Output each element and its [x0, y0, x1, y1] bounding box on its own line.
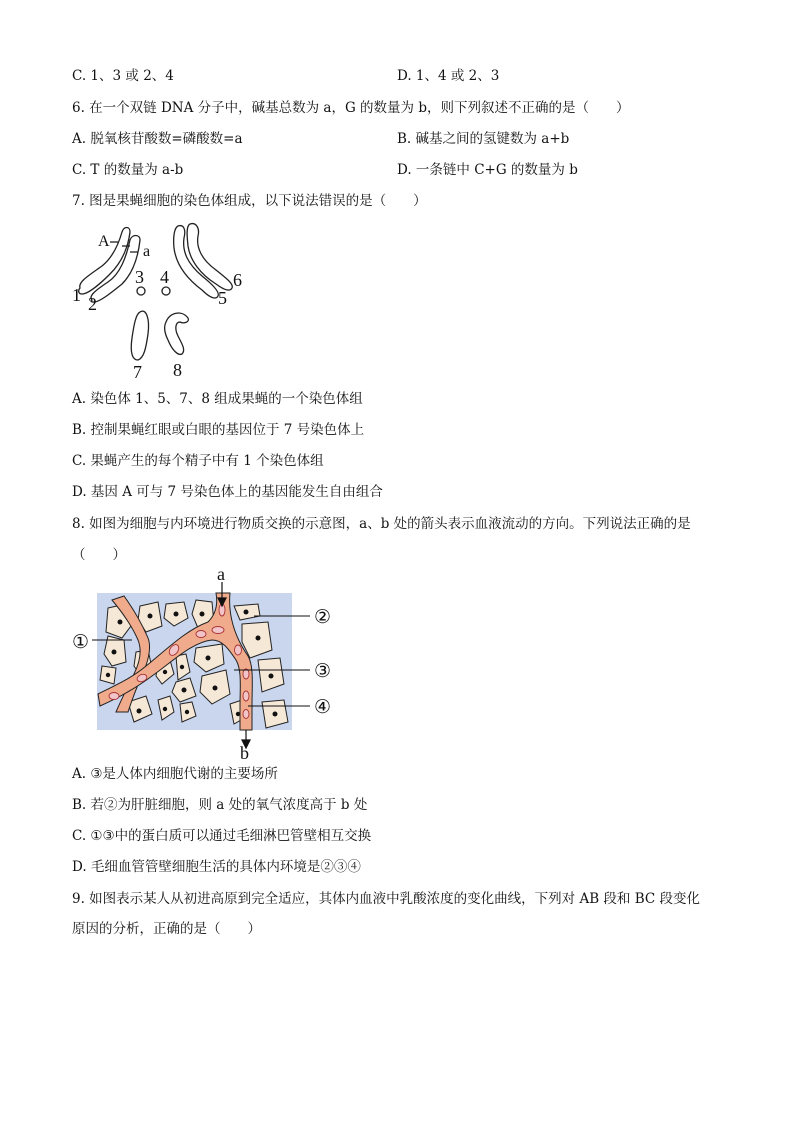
label-chromosome-3: 3 [135, 267, 144, 287]
q6-option-a: A. 脱氧核苷酸数=磷酸数=a [72, 131, 243, 147]
q6-option-d: D. 一条链中 C+G 的数量为 b [397, 162, 578, 178]
label-chromosome-6: 6 [233, 270, 242, 290]
q7-option-d: D. 基因 A 可与 7 号染色体上的基因能发生自由组合 [72, 484, 383, 500]
chromosome-3 [137, 287, 145, 295]
q7-option-a: A. 染色体 1、5、7、8 组成果蝇的一个染色体组 [72, 391, 363, 407]
chromosome-7 [131, 311, 148, 360]
q7-option-c: C. 果蝇产生的每个精子中有 1 个染色体组 [72, 453, 324, 469]
q7-option-b: B. 控制果蝇红眼或白眼的基因位于 7 号染色体上 [72, 422, 365, 438]
chromosome-figure [66, 218, 256, 380]
q8-option-b: B. 若②为肝脏细胞，则 a 处的氧气浓度高于 b 处 [72, 797, 368, 813]
label-structure-2: ② [314, 607, 332, 628]
label-structure-3: ③ [314, 661, 332, 682]
q5-option-d: D. 1、4 或 2、3 [397, 68, 500, 84]
tissue-exchange-figure [62, 566, 352, 762]
label-chromosome-1: 1 [72, 285, 81, 305]
q6-stem: 6. 在一个双链 DNA 分子中，碱基总数为 a，G 的数量为 b，则下列叙述不正确的是（ ） [72, 100, 630, 116]
q8-option-d: D. 毛细血管管壁细胞生活的具体内环境是②③④ [72, 859, 361, 875]
label-chromosome-5: 5 [218, 288, 227, 308]
q8-stem: 8. 如图为细胞与内环境进行物质交换的示意图，a、b 处的箭头表示血液流动的方向。下列说法正确的是 [72, 516, 691, 532]
label-chromosome-2: 2 [88, 294, 97, 314]
label-chromosome-7: 7 [133, 362, 142, 380]
q9-stem-line2: 原因的分析，正确的是（ ） [72, 921, 261, 937]
q8-stem-bracket: （ ） [72, 547, 126, 563]
label-gene-a: a [143, 243, 151, 260]
q6-option-c: C. T 的数量为 a-b [72, 162, 184, 178]
label-flow-a: a [217, 566, 225, 584]
q9-stem: 9. 如图表示某人从初进高原到完全适应，其体内血液中乳酸浓度的变化曲线，下列对 AB 段和 BC 段变化 [72, 891, 701, 907]
label-chromosome-4: 4 [160, 267, 169, 287]
chromosome-4 [162, 287, 170, 295]
q8-option-a: A. ③是人体内细胞代谢的主要场所 [72, 766, 278, 782]
label-structure-1: ① [72, 632, 90, 653]
chromosome-6 [187, 224, 232, 290]
label-chromosome-8: 8 [173, 360, 182, 380]
q7-stem: 7. 图是果蝇细胞的染色体组成，以下说法错误的是（ ） [72, 193, 427, 209]
label-flow-b: b [240, 743, 249, 762]
chromosome-5 [174, 226, 219, 298]
label-structure-4: ④ [314, 697, 332, 718]
chromosome-8 [165, 313, 189, 354]
q6-option-b: B. 碱基之间的氢键数为 a+b [397, 131, 570, 147]
q8-option-c: C. ①③中的蛋白质可以通过毛细淋巴管壁相互交换 [72, 828, 372, 844]
q5-option-c: C. 1、3 或 2、4 [72, 68, 174, 84]
label-gene-A: A [98, 233, 110, 250]
